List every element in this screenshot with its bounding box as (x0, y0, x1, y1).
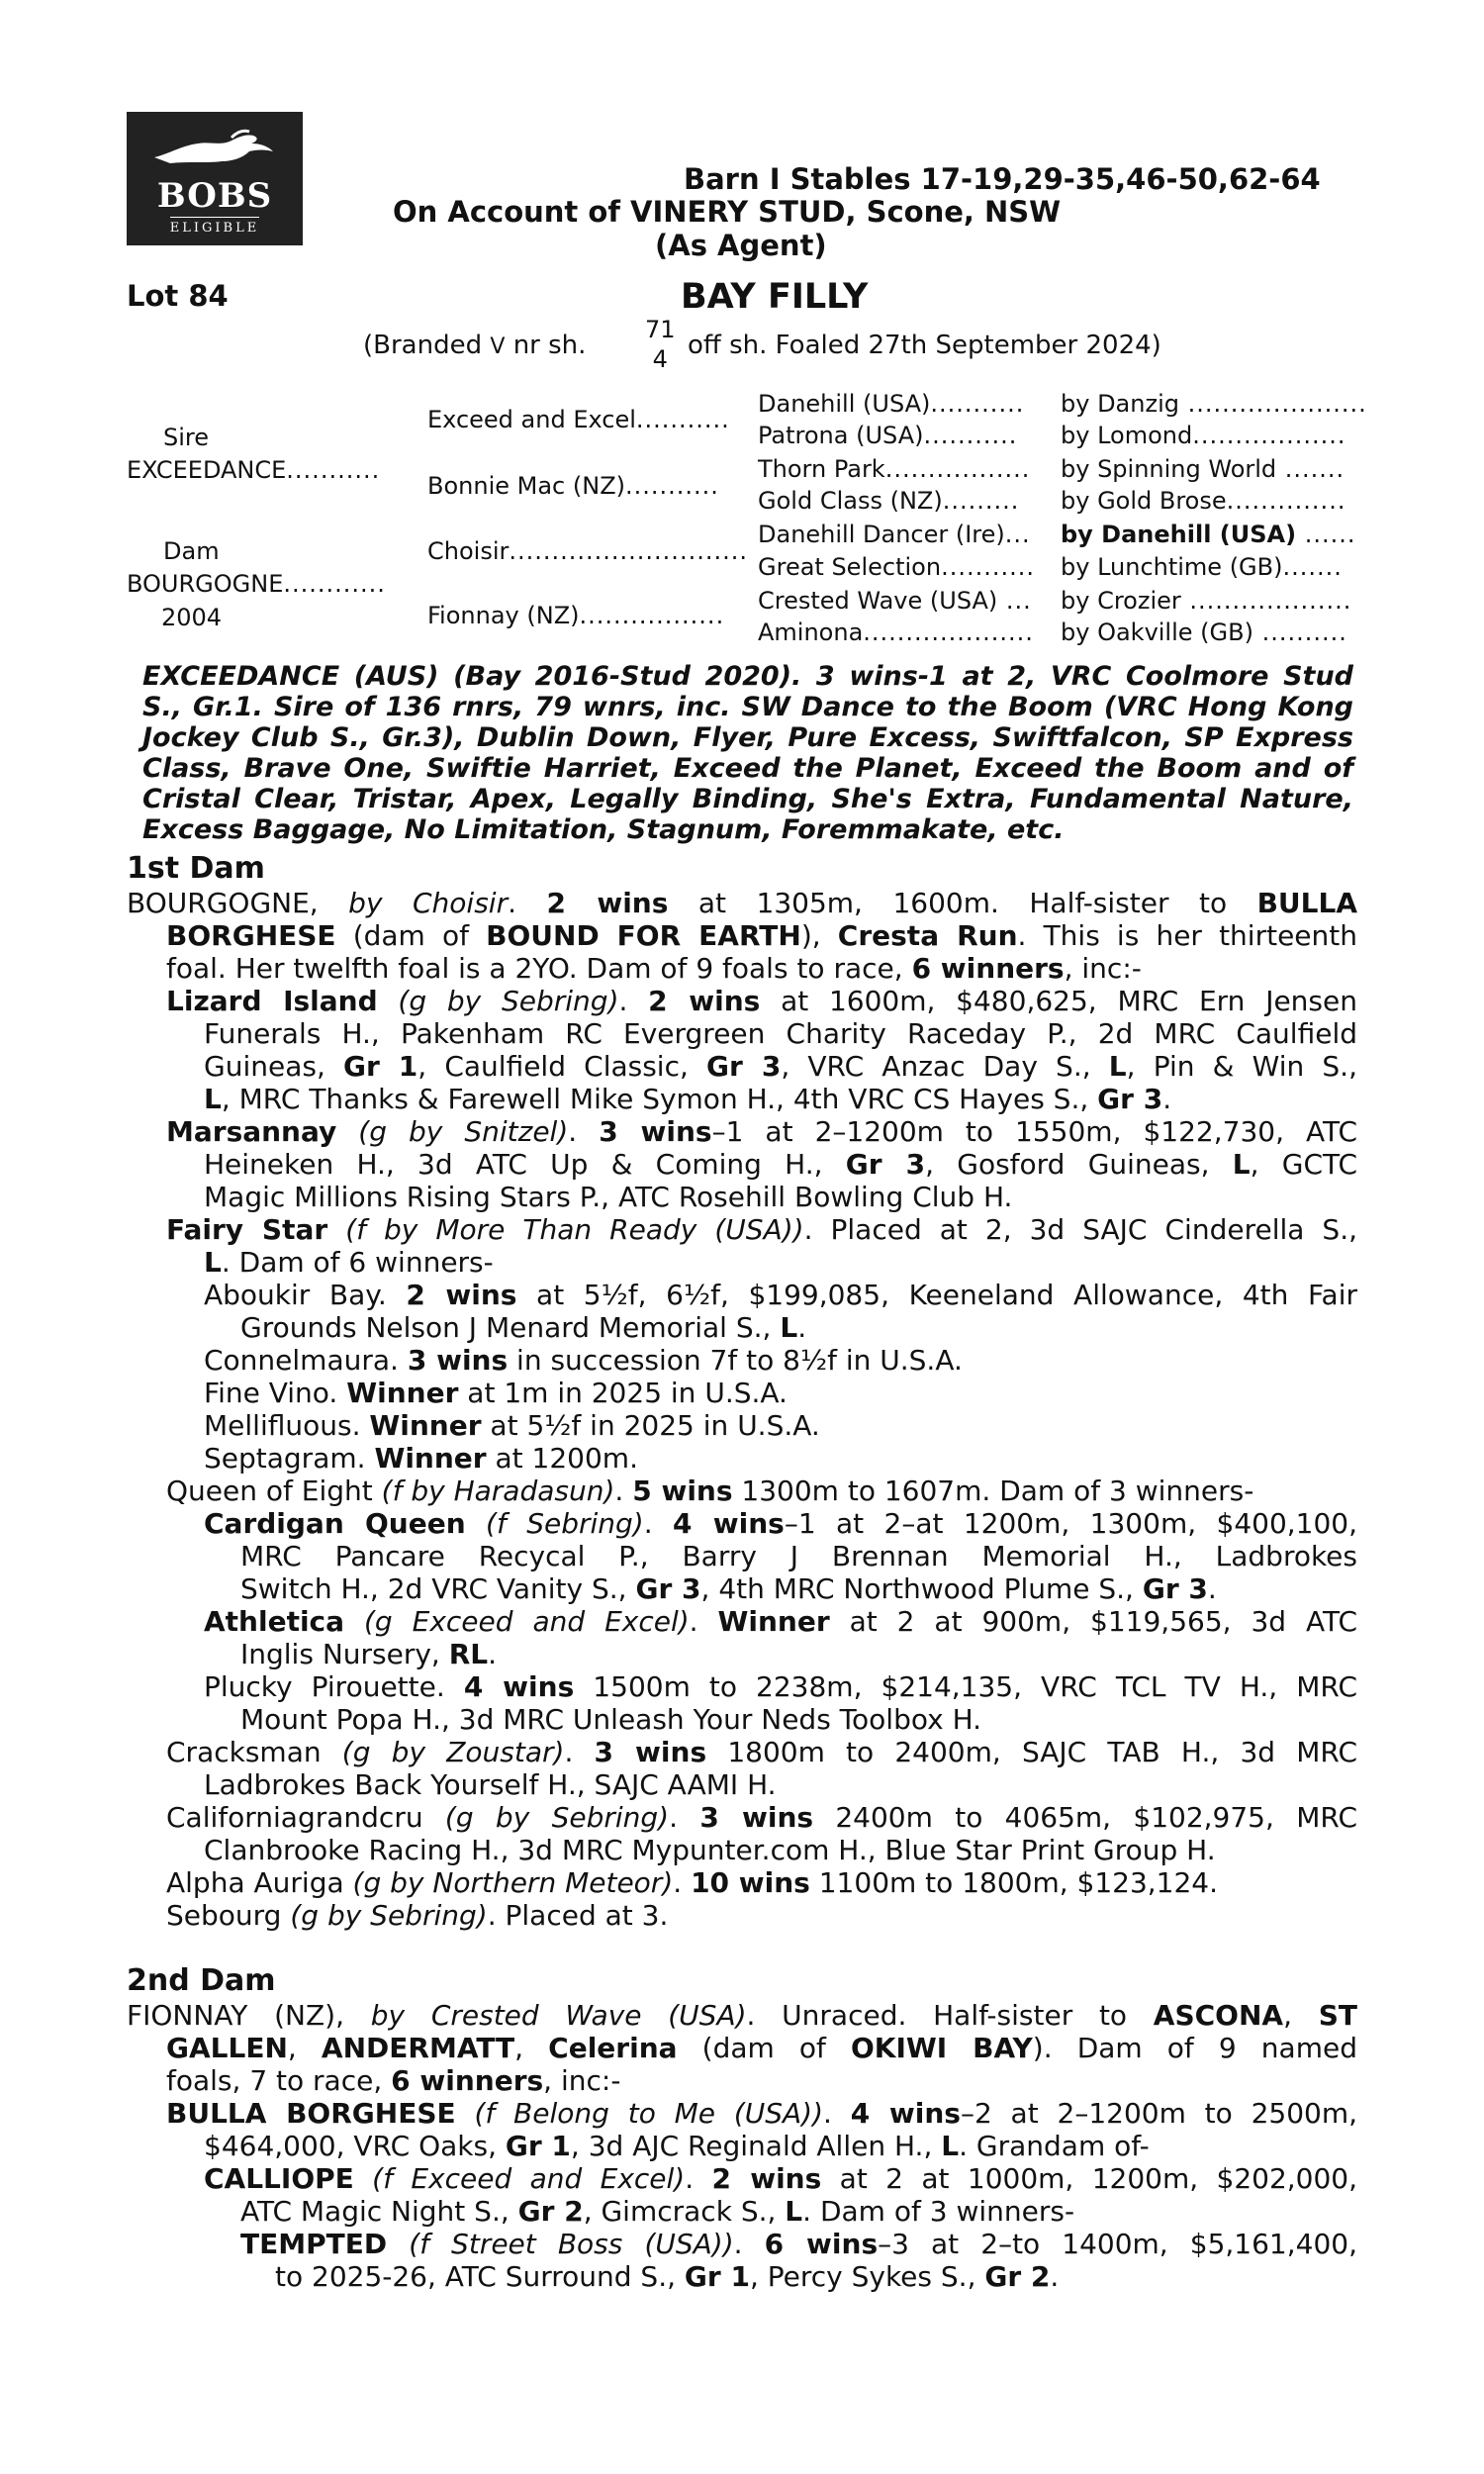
bold-text: Winner (346, 1377, 459, 1409)
pedigree-text-line (127, 1768, 1357, 1801)
pedigree-text-line (127, 1377, 1357, 1409)
bold-text: 5 wins (632, 1475, 733, 1507)
gen3-sire-2-text: by Lomond (1061, 422, 1193, 449)
bold-text: L (1232, 1148, 1251, 1181)
bold-text: L (204, 1246, 222, 1279)
gen3-8-text: Aminona (758, 618, 864, 646)
text-run: , VRC Anzac Day S., (781, 1050, 1109, 1083)
bold-text: BULLA BORGHESE (166, 2097, 456, 2130)
pedigree-text-line (127, 1279, 1357, 1311)
brand-mark: V (490, 334, 506, 359)
gen3-7: Crested Wave (USA) ... (758, 587, 1032, 615)
sire-summary-line: Jockey Club S., Gr.3), Dublin Down, Flyer, Pure Excess, Swiftfalcon, SP Express (142, 722, 1353, 753)
bold-text: L (204, 1083, 222, 1115)
bold-text: BULLA (1256, 887, 1358, 919)
pedigree-text-line (127, 2097, 1357, 2130)
text-run: $464,000, VRC Oaks, (204, 2130, 506, 2162)
gen3-sire-6-text: by Lunchtime (GB) (1061, 553, 1283, 581)
pedigree-text-line (127, 1638, 1357, 1670)
text-run (387, 2228, 409, 2260)
text-run: 1800m to 2400m, SAJC TAB H., 3d MRC (706, 1736, 1357, 1768)
text-run: Magic Millions Rising Stars P., ATC Rosehill Bowling Club H. (204, 1181, 1013, 1213)
bold-text: Winner (369, 1409, 482, 1442)
pedigree-text-line (127, 2162, 1357, 2195)
gen3-7-text: Crested Wave (USA) (758, 587, 998, 615)
italic-text: by Crested Wave (USA) (370, 1999, 747, 2032)
italic-text: (g by Northern Meteor) (352, 1866, 674, 1899)
gen3-sire-3-text: by Spinning World (1061, 455, 1277, 483)
horse-description: BAY FILLY (681, 277, 869, 317)
text-run: BOURGOGNE, (127, 887, 349, 919)
text-run: . (1207, 1572, 1217, 1605)
text-run: 1500m to 2238m, $214,135, VRC TCL TV H., MRC (574, 1670, 1358, 1703)
pedigree-text-line (127, 1572, 1357, 1605)
text-run: ). Dam of 9 named (1032, 2032, 1357, 2064)
bold-text: L (785, 2195, 803, 2228)
sire-name: EXCEEDANCE........... (127, 456, 381, 484)
gen3-6-text: Great Selection (758, 553, 942, 581)
text-run: . Dam of 3 winners- (802, 2195, 1075, 2228)
text-run: . This is her thirteenth (1017, 919, 1357, 952)
brand-line (363, 331, 586, 360)
bold-text: OKIWI BAY (850, 2032, 1033, 2064)
horse-racing-icon (148, 128, 281, 173)
bold-text: TEMPTED (240, 2228, 388, 2260)
sire-summary-line: S., Gr.1. Sire of 136 rnrs, 79 wnrs, inc. SW Dance to the Boom (VRC Hong Kong (142, 692, 1353, 722)
vendor-agent: (As Agent) (655, 229, 827, 262)
pedigree-text-line (127, 952, 1357, 985)
text-run: . (685, 2162, 712, 2195)
pedigree-text-line (127, 1083, 1357, 1115)
gen3-sire-8-text: by Oakville (GB) (1061, 618, 1253, 646)
bold-text: Gr 3 (706, 1050, 782, 1083)
pedigree-text-line (127, 1999, 1357, 2032)
text-run: , inc:- (543, 2064, 621, 2097)
text-run: Funerals H., Pakenham RC Evergreen Charity Raceday P., 2d MRC Caulfield (204, 1017, 1357, 1050)
text-run: Alpha Auriga (166, 1866, 353, 1899)
pedigree-text-line (127, 1442, 1357, 1475)
pedigree-text-line (127, 1834, 1357, 1866)
text-run: . Placed at 3. (487, 1899, 669, 1932)
text-run: , 3d AJC Reginald Allen H., (570, 2130, 942, 2162)
text-run: Ladbrokes Back Yourself H., SAJC AAMI H. (204, 1768, 777, 1801)
bold-text: Gr 1 (343, 1050, 418, 1083)
bold-text: Gr 3 (845, 1148, 926, 1181)
text-run: in succession 7f to 8½f in U.S.A. (508, 1344, 963, 1377)
brand-numerator: 71 (645, 316, 676, 343)
pedigree-text-line (127, 1050, 1357, 1083)
text-run: 1300m to 1607m. Dam of 3 winners- (732, 1475, 1254, 1507)
text-run: Fine Vino. (204, 1377, 347, 1409)
gen3-sire-5: by Danehill (USA) ...... (1061, 521, 1356, 548)
text-run: Septagram. (204, 1442, 375, 1475)
text-run (354, 2162, 372, 2195)
sire-name-text: EXCEEDANCE (127, 456, 287, 484)
text-run: Californiagrandcru (166, 1801, 445, 1834)
text-run: . (614, 1475, 633, 1507)
sire-sire-text: Exceed and Excel (427, 406, 636, 433)
text-run: at 1600m, $480,625, MRC Ern Jensen (760, 985, 1357, 1017)
pedigree-text-line (127, 1866, 1357, 1899)
bold-text: Gr 1 (684, 2260, 750, 2293)
text-run: Clanbrooke Racing H., 3d MRC Mypunter.com H., Blue Star Print Group H. (204, 1834, 1216, 1866)
pedigree-text-line (127, 1670, 1357, 1703)
brand-denominator: 4 (652, 345, 668, 373)
bold-text: Winner (717, 1605, 830, 1638)
text-run: . (1162, 1083, 1172, 1115)
bold-text: Gr 3 (1142, 1572, 1208, 1605)
sire-summary-line: Cristal Clear, Tristar, Apex, Legally Binding, She's Extra, Fundamental Nature, (142, 784, 1353, 814)
text-run: . (823, 2097, 851, 2130)
text-run: . (568, 1115, 600, 1148)
text-run (327, 1213, 345, 1246)
dam-year: 2004 (161, 604, 223, 631)
lot-number: Lot 84 (127, 279, 229, 313)
text-run: ATC Magic Night S., (240, 2195, 518, 2228)
bold-text: Gr 1 (505, 2130, 571, 2162)
bold-text: Gr 3 (635, 1572, 701, 1605)
text-run: 2400m to 4065m, $102,975, MRC (813, 1801, 1357, 1834)
bold-text: BORGHESE (166, 919, 336, 952)
gen3-4: Gold Class (NZ)......... (758, 487, 1020, 515)
text-run: –2 at 2–1200m to 2500m, (960, 2097, 1358, 2130)
pedigree-text-line (127, 1213, 1357, 1246)
italic-text: (f Street Boss (USA)) (409, 2228, 734, 2260)
bold-text: CALLIOPE (204, 2162, 354, 2195)
italic-text: (g by Sebring) (290, 1899, 488, 1932)
text-run: , Caulfield Classic, (417, 1050, 707, 1083)
text-run: , (1283, 1999, 1319, 2032)
text-run: at 5½f, 6½f, $199,085, Keeneland Allowance, 4th Fair (516, 1279, 1357, 1311)
text-run: . (797, 1311, 807, 1344)
gen3-sire-5-text: by Danehill (USA) (1061, 521, 1297, 548)
bold-text: RL (448, 1638, 489, 1670)
text-run: Mellifluous. (204, 1409, 370, 1442)
pedigree-text-line (127, 1801, 1357, 1834)
pedigree-text-line (127, 1899, 1357, 1932)
gen3-2: Patrona (USA)........... (758, 422, 1018, 449)
gen3-6: Great Selection........... (758, 553, 1035, 581)
italic-text: (f by More Than Ready (USA)) (345, 1213, 804, 1246)
pedigree-text-line (127, 1736, 1357, 1768)
text-run: . Unraced. Half-sister to (746, 1999, 1154, 2032)
gen3-5-text: Danehill Dancer (Ire) (758, 521, 1005, 548)
sire-summary-line: EXCEEDANCE (AUS) (Bay 2016-Stud 2020). 3 wins-1 at 2, VRC Coolmore Stud (142, 661, 1353, 692)
sire-sire: Exceed and Excel........... (427, 406, 730, 433)
text-run: . (689, 1605, 718, 1638)
sire-summary-line: Class, Brave One, Swiftie Harriet, Exceed the Planet, Exceed the Boom and of (142, 753, 1353, 784)
text-run: , 4th MRC Northwood Plume S., (700, 1572, 1143, 1605)
gen3-3: Thorn Park................. (758, 455, 1031, 483)
sire-dam: Bonnie Mac (NZ)........... (427, 472, 719, 500)
logo-line1: BOBS (156, 176, 273, 216)
italic-text: (g by Sebring) (398, 985, 619, 1017)
pedigree-text-line (127, 1181, 1357, 1213)
text-run: at 2 at 1000m, 1200m, $202,000, (821, 2162, 1358, 2195)
pedigree-text-line (127, 1115, 1357, 1148)
text-run: Queen of Eight (166, 1475, 382, 1507)
text-run: Plucky Pirouette. (204, 1670, 464, 1703)
text-run: ), (800, 919, 838, 952)
text-run: foal. Her twelfth foal is a 2YO. Dam of 9 foals to race, (166, 952, 912, 985)
first-dam-body (127, 887, 1357, 1932)
dam-name: BOURGOGNE............ (127, 570, 386, 598)
text-run: . (673, 1866, 692, 1899)
second-dam-body (127, 1999, 1357, 2293)
bold-text: 4 wins (850, 2097, 961, 2130)
gen3-1-text: Danehill (USA) (758, 390, 931, 418)
text-run: –1 at 2–1200m to 1550m, $122,730, ATC (711, 1115, 1357, 1148)
bold-text: 3 wins (594, 1736, 707, 1768)
text-run: , (514, 2032, 549, 2064)
bold-text: 6 winners (911, 952, 1065, 985)
gen3-sire-7: by Crozier ................... (1061, 587, 1352, 615)
text-run: , GCTC (1250, 1148, 1358, 1181)
italic-text: by Choisir (348, 887, 509, 919)
italic-text: (f Exceed and Excel) (372, 2162, 686, 2195)
bold-text: 4 wins (673, 1507, 785, 1540)
text-run: . (488, 1638, 498, 1670)
italic-text: (f Belong to Me (USA)) (474, 2097, 824, 2130)
text-run: . (643, 1507, 674, 1540)
pedigree-text-line (127, 1703, 1357, 1736)
sire-summary (142, 661, 1353, 845)
text-run: at 1200m. (486, 1442, 638, 1475)
pedigree-text-line (127, 1311, 1357, 1344)
pedigree-text-line (127, 1507, 1357, 1540)
vendor-account: On Account of VINERY STUD, Scone, NSW (393, 195, 1062, 229)
text-run: 1100m to 1800m, $123,124. (809, 1866, 1219, 1899)
text-run: FIONNAY (NZ), (127, 1999, 371, 2032)
bold-text: ST (1318, 1999, 1357, 2032)
text-run (378, 985, 399, 1017)
brand-position: nr sh. (512, 331, 587, 360)
text-run: , inc:- (1064, 952, 1142, 985)
bold-text: L (1108, 1050, 1127, 1083)
bold-text: 3 wins (699, 1801, 814, 1834)
pedigree-text-line (127, 2064, 1357, 2097)
bold-text: Gr 2 (984, 2260, 1051, 2293)
gen3-8: Aminona.................... (758, 618, 1034, 646)
gen3-sire-4: by Gold Brose.............. (1061, 487, 1346, 515)
gen3-sire-6: by Lunchtime (GB)....... (1061, 553, 1343, 581)
bold-text: Cardigan Queen (204, 1507, 466, 1540)
gen3-5: Danehill Dancer (Ire)... (758, 521, 1031, 548)
bold-text: Gr 2 (517, 2195, 584, 2228)
text-run: Inglis Nursery, (240, 1638, 449, 1670)
bold-text: Athletica (204, 1605, 345, 1638)
bobs-eligible-logo (127, 112, 303, 245)
barn-location: Barn I Stables 17-19,29-35,46-50,62-64 (684, 162, 1321, 196)
dam-label: Dam (163, 537, 220, 565)
bold-text: 4 wins (463, 1670, 575, 1703)
brand-prefix: (Branded (363, 331, 483, 360)
dam-name-text: BOURGOGNE (127, 570, 284, 598)
gen3-3-text: Thorn Park (758, 455, 885, 483)
first-dam-heading: 1st Dam (127, 851, 265, 886)
bold-text: Celerina (548, 2032, 678, 2064)
dam-dam: Fionnay (NZ)................. (427, 602, 725, 629)
italic-text: (g by Zoustar) (341, 1736, 565, 1768)
pedigree-text-line (127, 919, 1357, 952)
italic-text: (g by Snitzel) (358, 1115, 569, 1148)
bold-text: GALLEN (166, 2032, 288, 2064)
bold-text: 2 wins (711, 2162, 822, 2195)
sire-dam-text: Bonnie Mac (NZ) (427, 472, 625, 500)
text-run: (dam of (335, 919, 487, 952)
text-run: to 2025-26, ATC Surround S., (275, 2260, 685, 2293)
text-run: . (564, 1736, 595, 1768)
pedigree-text-line (127, 2032, 1357, 2064)
gen3-sire-1: by Danzig ..................... (1061, 390, 1367, 418)
gen3-sire-4-text: by Gold Brose (1061, 487, 1227, 515)
pedigree-text-line (127, 1344, 1357, 1377)
pedigree-text-line (127, 2228, 1357, 2260)
text-run: , Percy Sykes S., (749, 2260, 985, 2293)
gen3-sire-7-text: by Crozier (1061, 587, 1181, 615)
text-run: Connelmaura. (204, 1344, 408, 1377)
text-run: foals, 7 to race, (166, 2064, 392, 2097)
bold-text: 10 wins (691, 1866, 810, 1899)
text-run: Cracksman (166, 1736, 342, 1768)
italic-text: (f Sebring) (486, 1507, 644, 1540)
second-dam-heading: 2nd Dam (127, 1963, 276, 1998)
text-run: . Grandam of- (959, 2130, 1150, 2162)
text-run: Sebourg (166, 1899, 291, 1932)
text-run (466, 1507, 486, 1540)
text-run: . (669, 1801, 700, 1834)
bold-text: 2 wins (546, 887, 669, 919)
text-run: (dam of (677, 2032, 851, 2064)
sire-label: Sire (163, 424, 210, 451)
gen3-sire-1-text: by Danzig (1061, 390, 1179, 418)
text-run: . (733, 2228, 765, 2260)
text-run: Heineken H., 3d ATC Up & Coming H., (204, 1148, 846, 1181)
pedigree-text-line (127, 2260, 1357, 2293)
text-run: , Pin & Win S., (1126, 1050, 1357, 1083)
dam-sire: Choisir............................ (427, 537, 748, 565)
text-run: , Gosford Guineas, (925, 1148, 1233, 1181)
text-run: at 1m in 2025 in U.S.A. (458, 1377, 788, 1409)
text-run: . (618, 985, 649, 1017)
pedigree-text-line (127, 2195, 1357, 2228)
bold-text: Cresta Run (837, 919, 1018, 952)
bold-text: ASCONA (1153, 1999, 1284, 2032)
pedigree-text-line (127, 1475, 1357, 1507)
text-run: Aboukir Bay. (204, 1279, 407, 1311)
italic-text: (g by Sebring) (444, 1801, 670, 1834)
text-run: Guineas, (204, 1050, 343, 1083)
text-run: Mount Popa H., 3d MRC Unleash Your Neds Toolbox H. (240, 1703, 982, 1736)
dam-sire-text: Choisir (427, 537, 510, 565)
text-run: . Dam of 6 winners- (221, 1246, 494, 1279)
bold-text: 2 wins (406, 1279, 517, 1311)
text-run: Switch H., 2d VRC Vanity S., (240, 1572, 636, 1605)
foaling-date: off sh. Foaled 27th September 2024) (688, 331, 1161, 360)
text-run: , MRC Thanks & Farewell Mike Symon H., 4th VRC CS Hayes S., (221, 1083, 1098, 1115)
pedigree-text-line (127, 1246, 1357, 1279)
bold-text: BOUND FOR EARTH (486, 919, 801, 952)
bold-text: L (941, 2130, 960, 2162)
dam-dam-text: Fionnay (NZ) (427, 602, 580, 629)
text-run (344, 1605, 364, 1638)
gen3-sire-8: by Oakville (GB) .......... (1061, 618, 1347, 646)
pedigree-text-line (127, 887, 1357, 919)
gen3-sire-3: by Spinning World ....... (1061, 455, 1345, 483)
text-run: . Placed at 2, 3d SAJC Cinderella S., (803, 1213, 1358, 1246)
text-run: Grounds Nelson J Menard Memorial S., (240, 1311, 781, 1344)
text-run: at 5½f in 2025 in U.S.A. (481, 1409, 820, 1442)
pedigree-text-line (127, 2130, 1357, 2162)
pedigree-text-line (127, 1148, 1357, 1181)
sire-summary-line: Excess Baggage, No Limitation, Stagnum, Foremmakate, etc. (142, 814, 1065, 845)
bold-text: Marsannay (166, 1115, 337, 1148)
text-run: , Gimcrack S., (583, 2195, 786, 2228)
pedigree-text-line (127, 1605, 1357, 1638)
bold-text: 2 wins (648, 985, 761, 1017)
gen3-4-text: Gold Class (NZ) (758, 487, 943, 515)
brand-number (645, 315, 676, 374)
text-run (456, 2097, 475, 2130)
pedigree-text-line (127, 1540, 1357, 1572)
gen3-2-text: Patrona (USA) (758, 422, 924, 449)
bold-text: Fairy Star (166, 1213, 328, 1246)
bold-text: L (780, 1311, 798, 1344)
text-run: at 1305m, 1600m. Half-sister to (668, 887, 1257, 919)
text-run: . (508, 887, 547, 919)
text-run (336, 1115, 358, 1148)
text-run: . (1050, 2260, 1060, 2293)
gen3-1: Danehill (USA)........... (758, 390, 1025, 418)
pedigree-text-line (127, 1409, 1357, 1442)
italic-text: (g Exceed and Excel) (364, 1605, 690, 1638)
bold-text: Lizard Island (166, 985, 378, 1017)
text-run: at 2 at 900m, $119,565, 3d ATC (829, 1605, 1357, 1638)
text-run: –1 at 2–at 1200m, 1300m, $400,100, (784, 1507, 1358, 1540)
bold-text: 6 winners (391, 2064, 544, 2097)
bold-text: 3 wins (407, 1344, 509, 1377)
pedigree-text-line (127, 1017, 1357, 1050)
logo-line2: ELIGIBLE (170, 217, 259, 236)
text-run: MRC Pancare Recycal P., Barry J Brennan Memorial H., Ladbrokes (240, 1540, 1357, 1572)
italic-text: (f by Haradasun) (381, 1475, 615, 1507)
gen3-sire-2: by Lomond.................. (1061, 422, 1346, 449)
bold-text: 6 wins (764, 2228, 879, 2260)
bold-text: ANDERMATT (321, 2032, 515, 2064)
bold-text: Winner (374, 1442, 487, 1475)
pedigree-text-line (127, 985, 1357, 1017)
text-run: , (287, 2032, 322, 2064)
bold-text: 3 wins (599, 1115, 712, 1148)
text-run: –3 at 2–to 1400m, $5,161,400, (878, 2228, 1357, 2260)
bold-text: Gr 3 (1097, 1083, 1163, 1115)
